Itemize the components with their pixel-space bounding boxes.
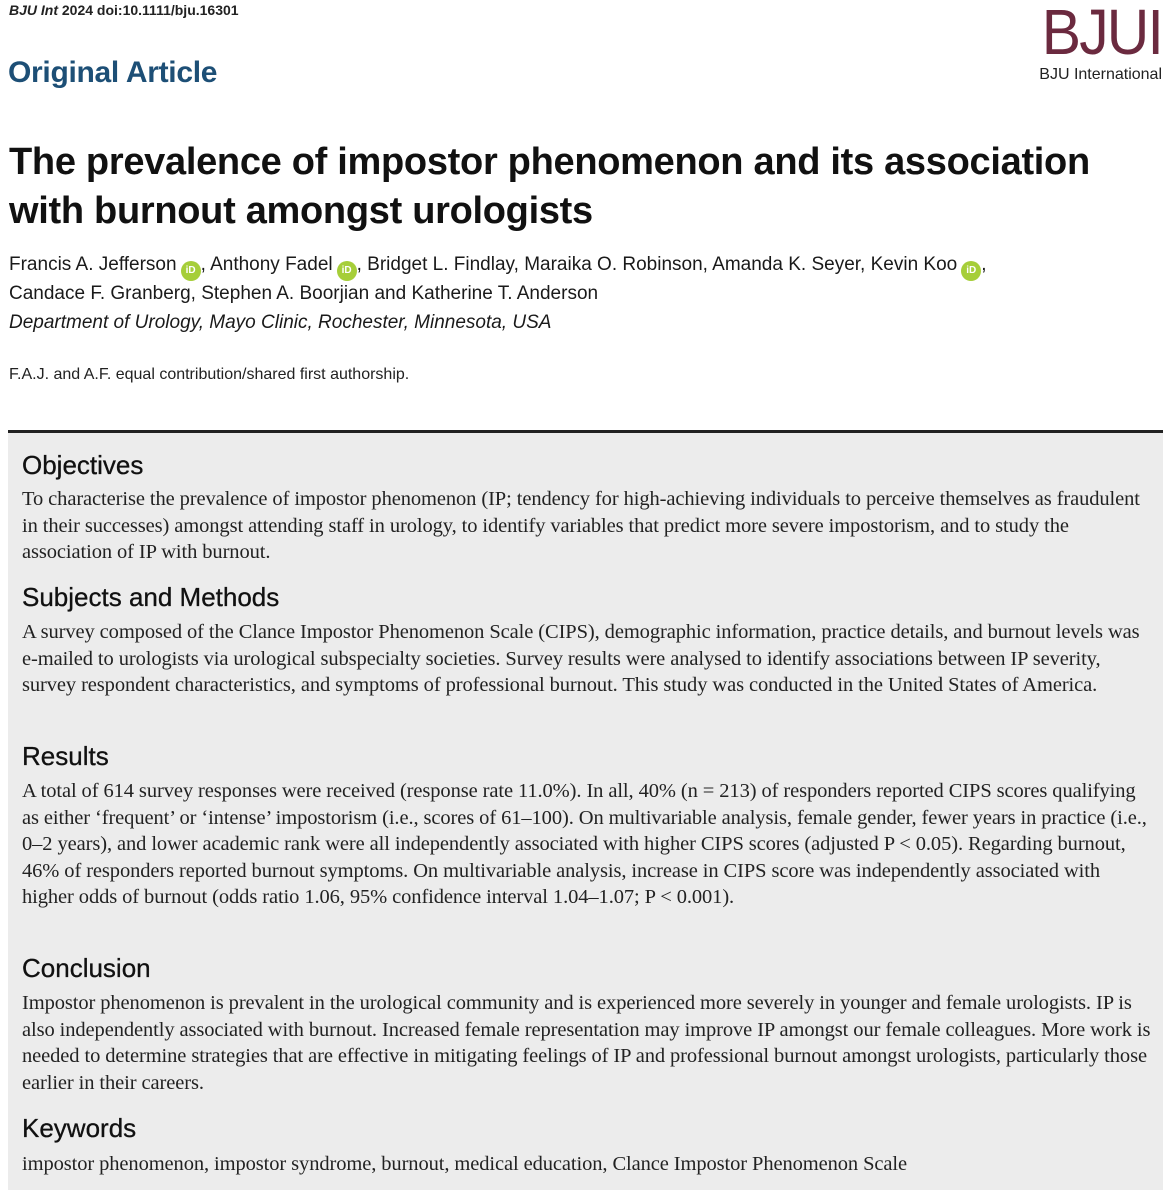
article-title: The prevalence of impostor phenomenon and its association with burnout amongst urologists <box>9 141 1090 232</box>
author-list: Francis A. Jefferson iD , Anthony Fadel iD , Bridget L. Findlay, Maraika O. Robinson, Amanda K. Seyer, Kevin Koo iD , Candace F. Granberg, Stephen A. Boorjian and Katherine T. Anderson <box>9 254 987 304</box>
author-name[interactable]: Candace F. Granberg <box>9 283 191 304</box>
author-name[interactable]: Amanda K. Seyer <box>712 254 861 275</box>
abstract-box <box>8 430 1163 1190</box>
author-name[interactable]: Bridget L. Findlay <box>367 254 514 275</box>
citation-doi: 2024 doi:10.1111/bju.16301 <box>58 2 239 18</box>
conclusion-heading: Conclusion <box>22 953 151 983</box>
keywords-heading: Keywords <box>22 1113 137 1143</box>
results-heading: Results <box>22 741 109 771</box>
keywords-text: impostor phenomenon, impostor syndrome, burnout, medical education, Clance Impostor Phenomenon Scale <box>22 1153 907 1175</box>
methods-heading: Subjects and Methods <box>22 582 280 612</box>
methods-text: A survey composed of the Clance Impostor Phenomenon Scale (CIPS), demographic information, practice details, and burnout levels was e-mailed to urologists via urological subspecialty societies. Survey results were analysed to identify associations between IP severity, survey respondent characteristics, and symptoms of professional burnout. This study was conducted in the United States of America. <box>22 621 1140 696</box>
journal-logo <box>992 0 1162 84</box>
results-text: A total of 614 survey responses were received (response rate 11.0%). In all, 40% (n = 213) of responders reported CIPS scores qualifying as either ‘frequent’ or ‘intense’ impostorism (i.e., scores of 61–100). On multivariable analysis, female gender, fewer years in practice (i.e., 0–2 years), and lower academic rank were all independently associated with higher CIPS scores (adjusted P < 0.05). Regarding burnout, 46% of responders reported burnout symptoms. On multivariable analysis, increase in CIPS score was independently associated with higher odds of burnout (odds ratio 1.06, 95% confidence interval 1.04–1.07; P < 0.001). <box>22 780 1147 908</box>
author-name[interactable]: Anthony Fadel <box>210 254 333 275</box>
author-name[interactable]: Kevin Koo <box>870 254 958 275</box>
authorship-note: F.A.J. and A.F. equal contribution/shared first authorship. <box>9 366 410 383</box>
author-name[interactable]: Stephen A. Boorjian <box>201 283 370 304</box>
author-name[interactable]: Francis A. Jefferson <box>9 254 177 275</box>
citation-line <box>9 2 239 18</box>
author-name[interactable]: Maraika O. Robinson <box>524 254 703 275</box>
citation-journal: BJU Int <box>9 2 58 18</box>
affiliation: Department of Urology, Mayo Clinic, Rochester, Minnesota, USA <box>9 312 552 333</box>
article-type-label: Original Article <box>8 56 218 89</box>
conclusion-text: Impostor phenomenon is prevalent in the urological community and is experienced more severely in younger and female urologists. IP is also independently associated with burnout. Increased female representation may improve IP amongst our female colleagues. More work is needed to determine strategies that are effective in mitigating feelings of IP and professional burnout amongst urologists, particularly those earlier in their careers. <box>22 992 1151 1094</box>
objectives-heading: Objectives <box>22 450 144 480</box>
logo-subtitle: BJU International <box>1039 66 1162 83</box>
orcid-icon[interactable]: iD <box>181 261 201 281</box>
author-name[interactable]: Katherine T. Anderson <box>411 283 599 304</box>
objectives-text: To characterise the prevalence of impostor phenomenon (IP; tendency for high-achieving individuals to perceive themselves as fraudulent in their successes) amongst attending staff in urology, to identify variables that predict more severe impostorism, and to study the association of IP with burnout. <box>22 488 1140 563</box>
orcid-icon[interactable]: iD <box>337 261 357 281</box>
orcid-icon[interactable]: iD <box>961 261 981 281</box>
logo-mark: BJUI <box>1041 0 1162 68</box>
